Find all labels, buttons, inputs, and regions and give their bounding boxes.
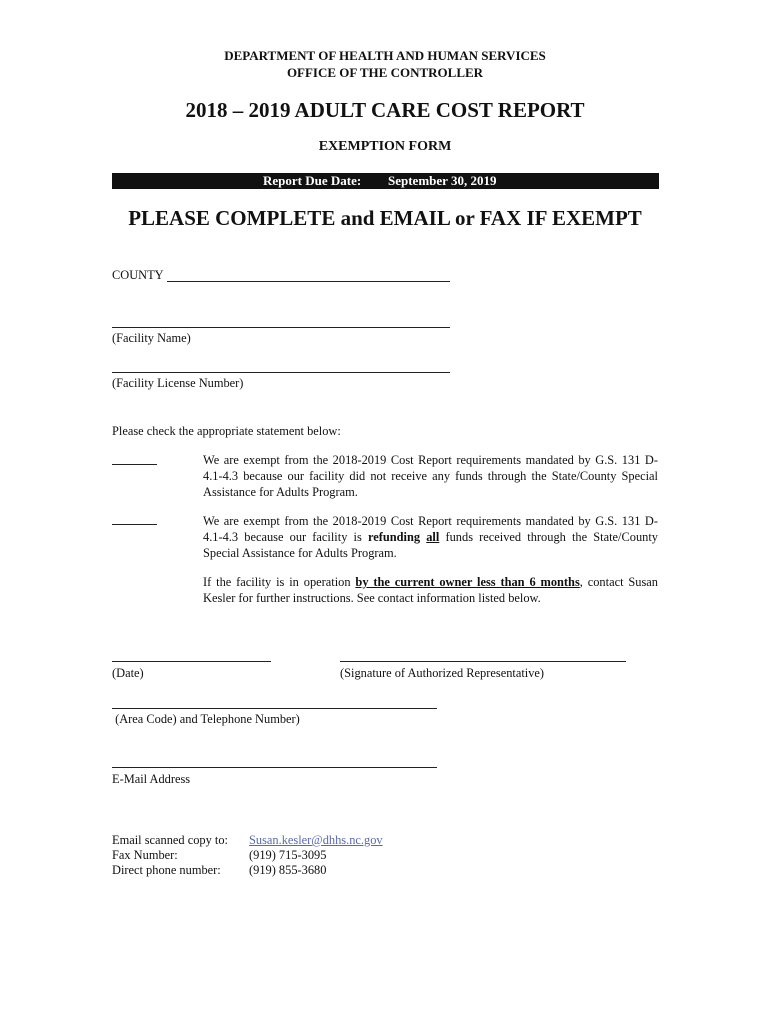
instruction-text: Please check the appropriate statement below: <box>112 424 341 438</box>
email-line[interactable] <box>112 767 437 768</box>
county-label: COUNTY <box>112 268 164 282</box>
option2-prefix: We are exempt from the 2018-2019 Cost Report requirements mandated by G.S. 131 D-4.1-4.3 because our facility is <box>203 514 658 544</box>
option2-bold-underlined: all <box>426 530 440 544</box>
due-date-label: Report Due Date: <box>263 173 362 188</box>
direct-phone-number: (919) 855-3680 <box>249 863 327 877</box>
signature-label: (Signature of Authorized Representative) <box>340 666 545 680</box>
option1-check-line[interactable] <box>112 464 157 465</box>
note-prefix: If the facility is in operation <box>203 575 356 589</box>
note-suffix: , contact Susan Kesler for further instructions. See contact information listed below. <box>203 575 658 605</box>
contact-email-link[interactable]: Susan.kesler@dhhs.nc.gov <box>249 833 383 847</box>
email-label: E-Mail Address <box>112 772 191 786</box>
exempt-notice: PLEASE COMPLETE and EMAIL or FAX IF EXEMPT <box>128 206 642 230</box>
note-text <box>203 574 658 606</box>
department-heading: DEPARTMENT OF HEALTH AND HUMAN SERVICES <box>224 48 546 63</box>
fax-number: (919) 715-3095 <box>249 848 327 862</box>
license-number-label: (Facility License Number) <box>112 376 244 390</box>
license-number-line[interactable] <box>112 372 450 373</box>
due-date-bar <box>112 173 659 189</box>
option2-text <box>203 513 658 561</box>
option1-text: We are exempt from the 2018-2019 Cost Report requirements mandated by G.S. 131 D-4.1-4.3 because our facility did not receive any funds through the State/County Special Assistance for Adults Program. <box>203 453 658 499</box>
date-label: (Date) <box>112 666 144 680</box>
note-emphasis: by the current owner less than 6 months <box>355 575 580 589</box>
fax-label: Fax Number: <box>112 848 178 862</box>
date-line[interactable] <box>112 661 271 662</box>
option2-suffix: funds received through the State/County Special Assistance for Adults Program. <box>203 530 658 560</box>
due-date-value: September 30, 2019 <box>388 173 497 188</box>
option2-check-line[interactable] <box>112 524 157 525</box>
direct-phone-label: Direct phone number: <box>112 863 221 877</box>
county-line[interactable] <box>167 281 450 282</box>
facility-name-line[interactable] <box>112 327 450 328</box>
office-heading: OFFICE OF THE CONTROLLER <box>286 65 484 80</box>
form-type-heading: EXEMPTION FORM <box>318 139 452 154</box>
phone-label: (Area Code) and Telephone Number) <box>112 712 300 726</box>
option2-bold: refunding <box>367 530 421 544</box>
facility-name-label: (Facility Name) <box>112 331 191 345</box>
phone-line[interactable] <box>112 708 437 709</box>
contact-email-label: Email scanned copy to: <box>112 833 228 847</box>
report-title: 2018 – 2019 ADULT CARE COST REPORT <box>185 98 585 122</box>
signature-line[interactable] <box>340 661 626 662</box>
